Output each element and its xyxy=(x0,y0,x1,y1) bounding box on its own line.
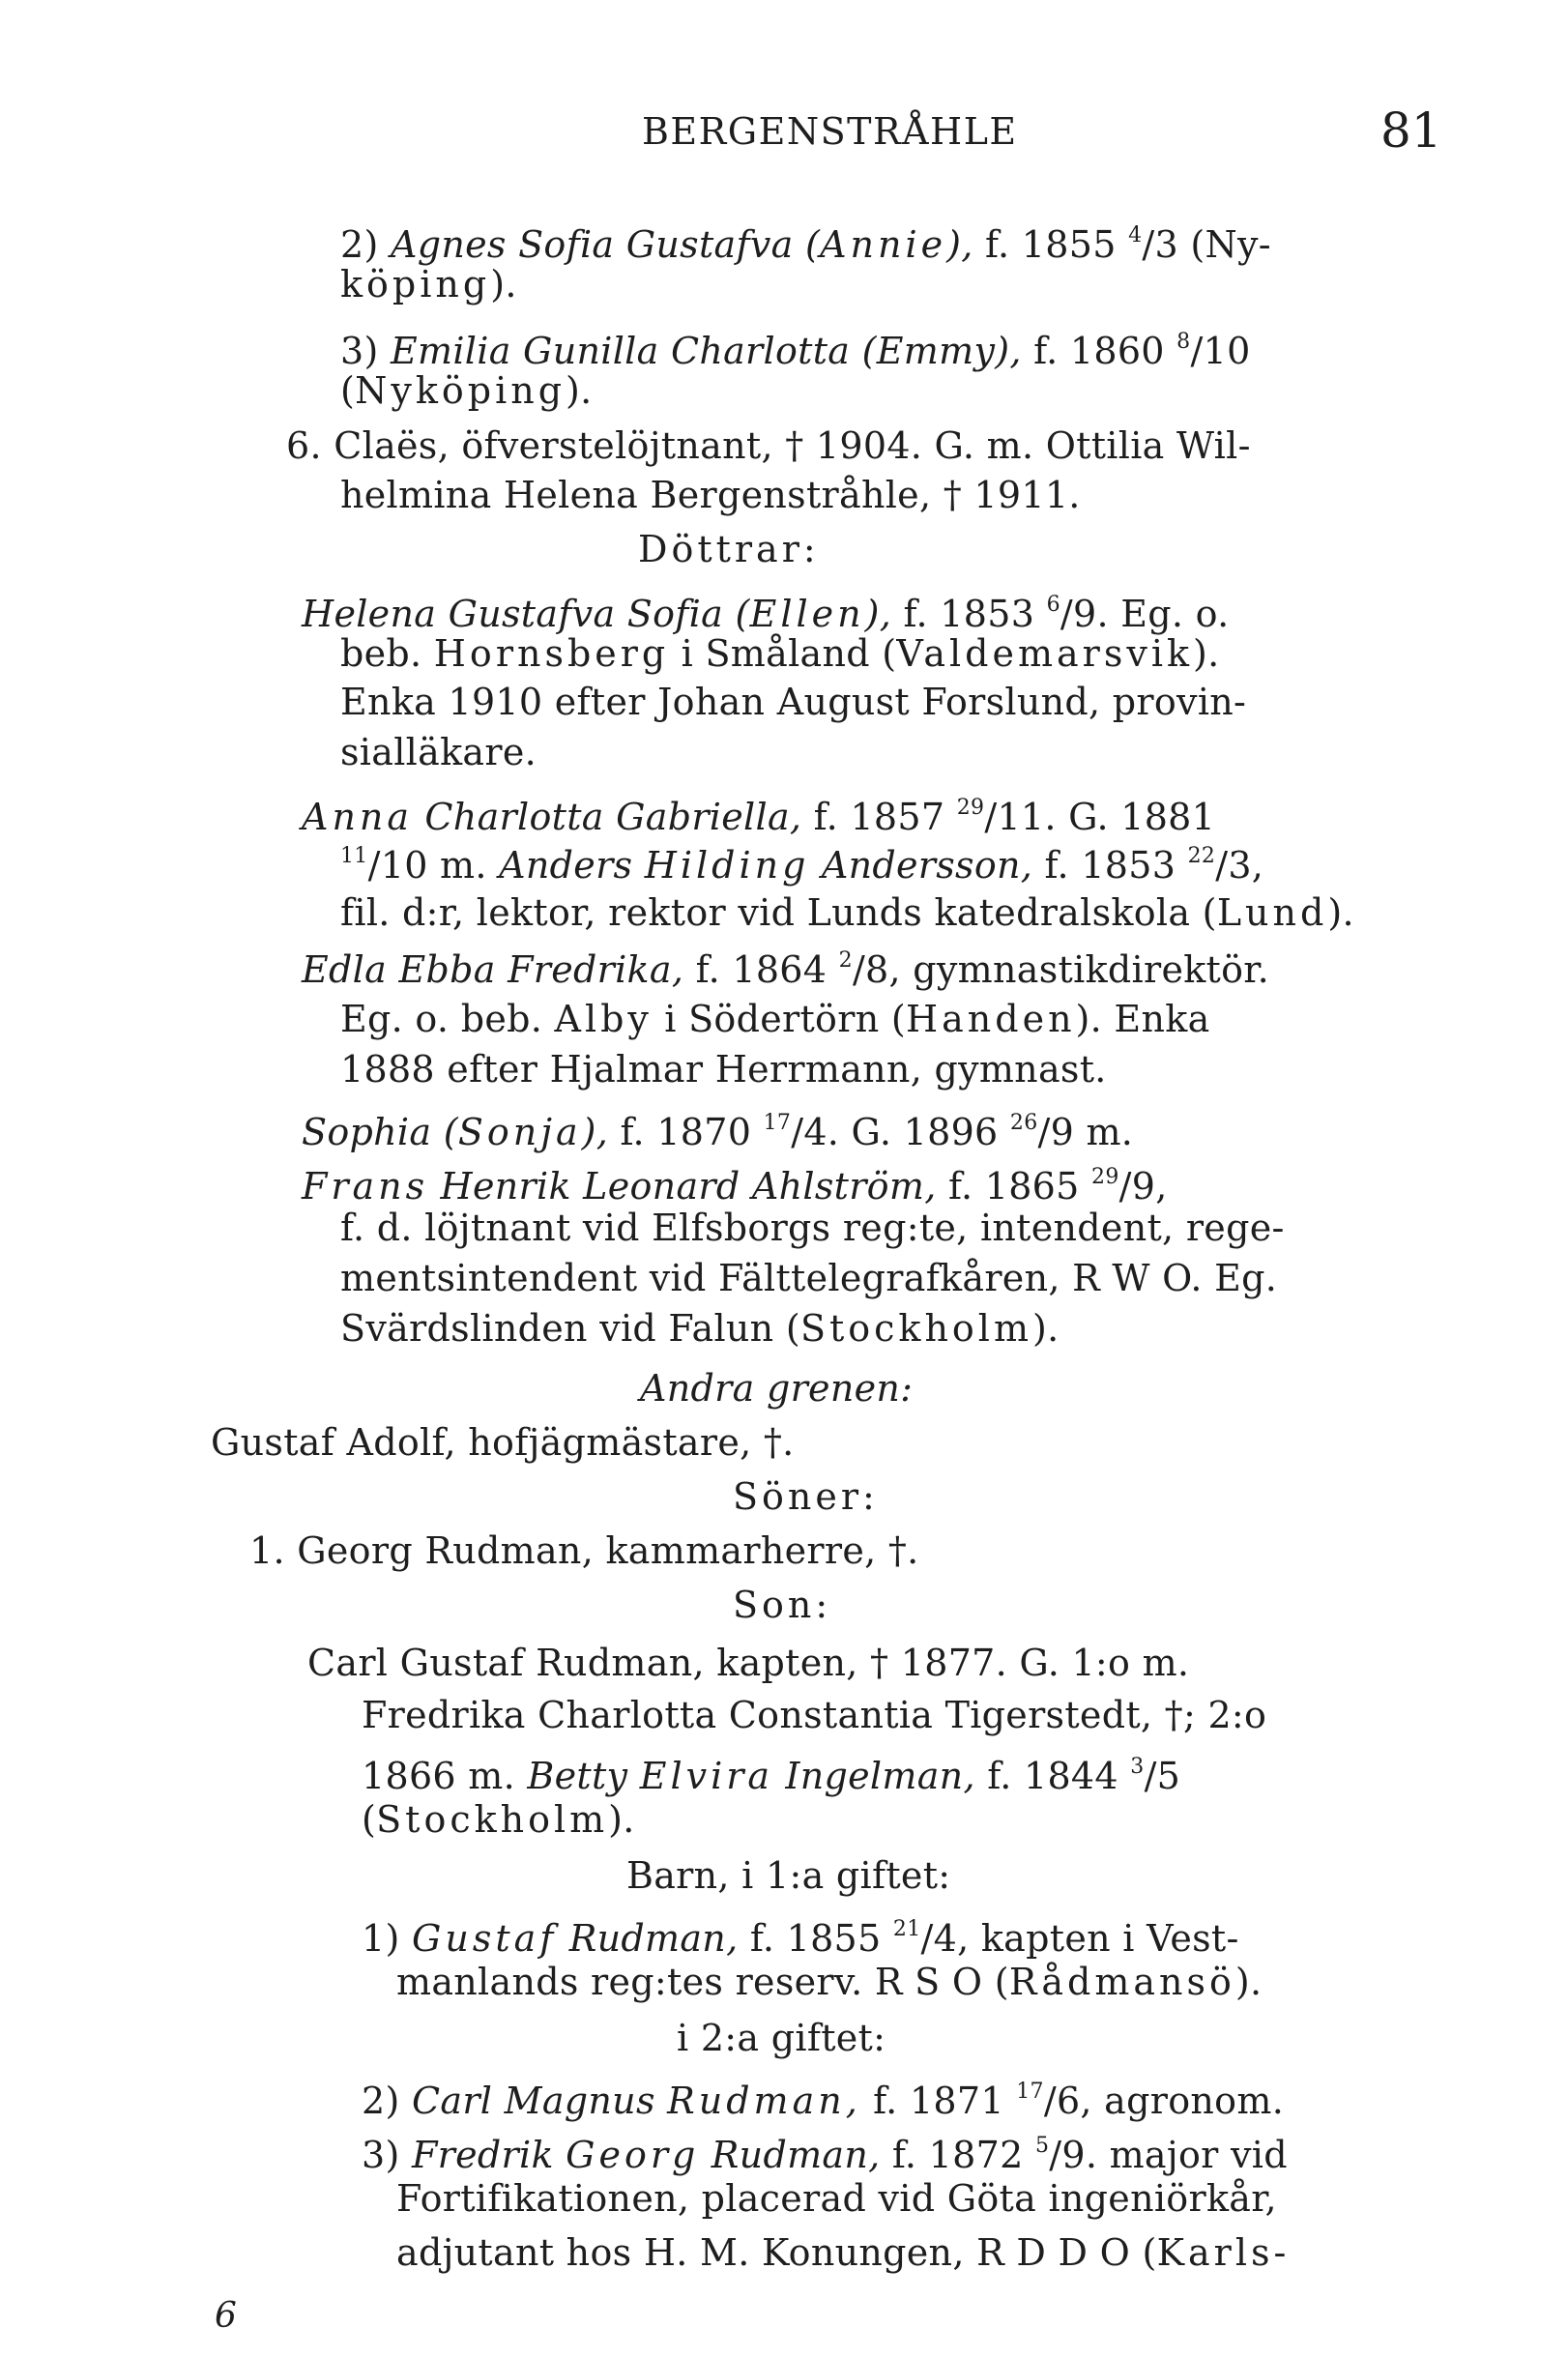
text-segment: /9 m. xyxy=(1037,1111,1134,1153)
text-segment: 1866 m. xyxy=(362,1755,528,1797)
text-segment: Stockholm xyxy=(376,1798,609,1841)
text-segment: 1. Georg Rudman, kammarherre, †. xyxy=(249,1529,919,1572)
text-segment: 5 xyxy=(1034,2134,1050,2158)
text-segment: Sophia ( xyxy=(302,1111,458,1153)
text-line xyxy=(302,1154,1168,1209)
text-segment: 2) xyxy=(362,2080,412,2122)
text-segment: f. d. löjtnant vid Elfsborgs reg:te, intendent, rege- xyxy=(340,1207,1285,1249)
text-segment: Rudman, xyxy=(557,1917,739,1960)
text-segment: i Småland ( xyxy=(669,632,897,675)
text-line xyxy=(396,2229,1290,2276)
text-segment: /4. G. 1896 xyxy=(791,1111,1010,1153)
text-segment: 3) xyxy=(362,2134,412,2176)
text-segment: f. 1855 xyxy=(738,1917,893,1960)
text-line xyxy=(340,1305,1060,1352)
text-segment: Henrik Leonard Ahlström, xyxy=(428,1165,937,1208)
page-number: 81 xyxy=(1380,102,1442,159)
text-segment: ), xyxy=(581,1111,609,1153)
text-segment: ). xyxy=(608,1798,635,1841)
text-line xyxy=(211,1419,795,1466)
text-segment: 8 xyxy=(1176,330,1191,354)
text-segment: sialläkare. xyxy=(340,731,537,773)
text-segment: /5 xyxy=(1144,1755,1181,1797)
text-line xyxy=(340,1255,1277,1301)
text-segment: Döttrar: xyxy=(638,528,820,570)
text-segment: Svärdslinden vid Falun ( xyxy=(340,1307,800,1350)
text-segment: f. 1857 xyxy=(801,796,957,838)
text-segment: mentsintendent vid Fälttelegrafkåren, R W O. Eg. xyxy=(340,1257,1278,1299)
text-segment: fil. d:r, lektor, rektor vid Lunds katedralskola ( xyxy=(340,891,1217,934)
text-segment: 11 xyxy=(340,844,368,868)
text-segment: /9. major vid xyxy=(1049,2134,1288,2176)
text-segment: /8, gymnastikdirektör. xyxy=(852,948,1269,991)
text-segment: ). xyxy=(490,263,517,306)
text-line xyxy=(302,582,1230,637)
text-line xyxy=(340,1205,1285,1251)
text-segment: Charlotta Gabriella, xyxy=(413,796,802,838)
text-segment: Agnes Sofia Gustafva ( xyxy=(390,223,821,266)
text-segment: ). xyxy=(1327,891,1354,934)
text-segment: beb. xyxy=(340,632,434,675)
text-line xyxy=(302,938,1269,993)
text-line xyxy=(302,1100,1133,1155)
text-segment: köping xyxy=(340,263,491,306)
text-line xyxy=(677,2015,886,2061)
text-segment: 1) xyxy=(362,1917,412,1960)
text-segment: f. 1871 xyxy=(860,2080,1017,2122)
text-line xyxy=(638,526,820,572)
text-line xyxy=(302,785,1215,840)
text-line xyxy=(340,472,1081,518)
text-segment: Carl Gustaf Rudman, kapten, † 1877. G. 1:o m. xyxy=(307,1642,1190,1684)
text-segment: Enka 1910 efter Johan August Forslund, provin- xyxy=(340,681,1247,723)
text-segment: /6, agronom. xyxy=(1043,2080,1285,2122)
text-segment: /11. G. 1881 xyxy=(984,796,1216,838)
text-segment: Rudman, xyxy=(667,2080,861,2122)
text-segment: i 2:a giftet: xyxy=(677,2017,886,2059)
text-segment: /4, kapten i Vest- xyxy=(920,1917,1239,1960)
text-segment: Gustaf Adolf, hofjägmästare, †. xyxy=(211,1421,795,1464)
text-segment: f. 1872 xyxy=(880,2134,1035,2176)
text-segment: ( xyxy=(362,1798,377,1841)
text-segment: Sonja xyxy=(457,1111,582,1153)
text-segment: Eg. o. beb. xyxy=(340,998,555,1040)
text-segment: /9, xyxy=(1118,1165,1168,1208)
text-line xyxy=(340,1046,1107,1092)
text-segment: Fortifikationen, placerad vid Göta ingeniörkår, xyxy=(396,2177,1277,2220)
text-segment: Barn, i 1:a giftet: xyxy=(626,1854,951,1897)
text-segment: Andersson, xyxy=(809,844,1033,887)
text-segment: Emilia Gunilla Charlotta (Emmy), xyxy=(390,330,1022,372)
text-segment: Fredrik xyxy=(411,2134,566,2176)
text-segment: 22 xyxy=(1187,844,1216,868)
text-segment: Elvira xyxy=(639,1755,774,1797)
text-segment: Edla Ebba Fredrika, xyxy=(302,948,684,991)
text-segment: Rådmansö xyxy=(1008,1961,1235,2003)
text-segment: 6. Claës, öfverstelöjtnant, † 1904. G. m. Ottilia Wil- xyxy=(286,424,1251,467)
text-segment: ). xyxy=(566,369,593,412)
text-segment: Fredrika Charlotta Constantia Tigerstedt, †; 2:o xyxy=(362,1694,1267,1736)
text-segment: /3, xyxy=(1215,844,1264,887)
text-segment: f. 1860 xyxy=(1021,330,1177,372)
text-segment: adjutant hos H. M. Konungen, R D D O ( xyxy=(396,2231,1157,2274)
text-line xyxy=(362,2123,1288,2178)
text-segment: ). xyxy=(1032,1307,1060,1350)
text-segment: Gustaf xyxy=(411,1917,558,1960)
text-line xyxy=(362,1744,1180,1799)
text-segment: ), xyxy=(946,223,973,266)
text-segment: /9. Eg. o. xyxy=(1060,593,1230,635)
text-segment: 6 xyxy=(1046,593,1060,617)
text-segment: f. 1865 xyxy=(936,1165,1092,1208)
text-segment: f. 1870 xyxy=(608,1111,764,1153)
text-segment: helmina Helena Bergenstråhle, † 1911. xyxy=(340,474,1081,516)
text-segment: 29 xyxy=(1091,1165,1119,1189)
text-line xyxy=(340,261,517,307)
text-segment: Georg xyxy=(566,2134,700,2176)
text-segment: Hilding xyxy=(644,844,810,887)
text-line xyxy=(286,422,1251,469)
text-segment: ). xyxy=(1234,1961,1263,2003)
text-segment: 17 xyxy=(1016,2080,1044,2104)
text-segment: Frans xyxy=(302,1165,429,1208)
text-segment: Ingelman, xyxy=(773,1755,975,1797)
text-segment: Stockholm xyxy=(799,1307,1032,1350)
text-line xyxy=(340,729,537,775)
text-segment: Betty xyxy=(527,1755,640,1797)
text-segment: Lund xyxy=(1216,891,1328,934)
text-line xyxy=(340,833,1263,888)
text-line xyxy=(362,1692,1266,1738)
text-segment: f. 1855 xyxy=(973,223,1129,266)
text-line xyxy=(340,367,593,414)
text-line xyxy=(396,1959,1262,2005)
text-line xyxy=(340,996,1210,1042)
text-line xyxy=(340,889,1354,936)
text-segment: Helena Gustafva Sofia ( xyxy=(302,593,750,635)
text-segment: Annie xyxy=(820,223,947,266)
text-segment: Alby xyxy=(554,998,653,1040)
text-segment: Andra grenen: xyxy=(640,1367,914,1410)
text-line xyxy=(340,319,1251,374)
text-segment: f. 1844 xyxy=(974,1755,1131,1797)
text-segment: /3 (Ny- xyxy=(1142,223,1271,266)
text-line xyxy=(340,630,1220,677)
text-segment: f. 1853 xyxy=(1032,844,1188,887)
text-segment: 3) xyxy=(340,330,391,372)
text-line xyxy=(340,679,1246,725)
text-segment: 4 xyxy=(1128,223,1143,247)
text-line xyxy=(733,1582,831,1628)
text-segment: ( xyxy=(340,369,356,412)
text-line xyxy=(362,1796,635,1843)
text-segment: Nyköping xyxy=(355,369,566,412)
text-segment: ). Enka xyxy=(1075,998,1210,1040)
text-segment: i Södertörn ( xyxy=(652,998,906,1040)
text-segment: Handen xyxy=(905,998,1076,1040)
text-segment: 1888 efter Hjalmar Herrmann, gymnast. xyxy=(340,1048,1107,1091)
text-segment: 29 xyxy=(956,796,985,820)
text-segment: Anna xyxy=(302,796,414,838)
running-header-title: BERGENSTRÅHLE xyxy=(642,110,1018,153)
text-segment: manlands reg:tes reserv. R S O ( xyxy=(396,1961,1009,2003)
text-segment: Anders xyxy=(499,844,645,887)
text-segment: Valdemarsvik xyxy=(896,632,1193,675)
text-segment: 2 xyxy=(838,948,853,973)
text-line xyxy=(626,1852,950,1899)
text-line xyxy=(640,1365,913,1411)
text-segment: 3 xyxy=(1130,1755,1145,1779)
text-segment: Karls- xyxy=(1156,2231,1291,2274)
text-line xyxy=(362,2069,1284,2124)
text-segment: Hornsberg xyxy=(433,632,670,675)
text-segment: 21 xyxy=(892,1917,921,1941)
text-line xyxy=(307,1640,1189,1686)
text-segment: Rudman, xyxy=(699,2134,881,2176)
text-line xyxy=(340,213,1271,268)
text-segment: Söner: xyxy=(733,1475,879,1518)
text-segment: 26 xyxy=(1009,1111,1038,1135)
text-segment: /10 m. xyxy=(367,844,500,887)
text-line xyxy=(396,2175,1277,2222)
text-segment: 2) xyxy=(340,223,391,266)
text-segment: /10 xyxy=(1190,330,1251,372)
text-segment: Ellen xyxy=(749,593,865,635)
text-line xyxy=(733,1473,879,1520)
text-segment: Carl Magnus xyxy=(411,2080,668,2122)
text-segment: ). xyxy=(1193,632,1220,675)
text-segment: Son: xyxy=(733,1584,832,1626)
text-segment: f. 1853 xyxy=(891,593,1047,635)
text-line xyxy=(362,1906,1239,1962)
text-segment: 17 xyxy=(763,1111,792,1135)
text-segment: f. 1864 xyxy=(683,948,839,991)
text-line xyxy=(249,1528,919,1574)
signature-mark: 6 xyxy=(215,2296,237,2336)
text-segment: ), xyxy=(864,593,892,635)
